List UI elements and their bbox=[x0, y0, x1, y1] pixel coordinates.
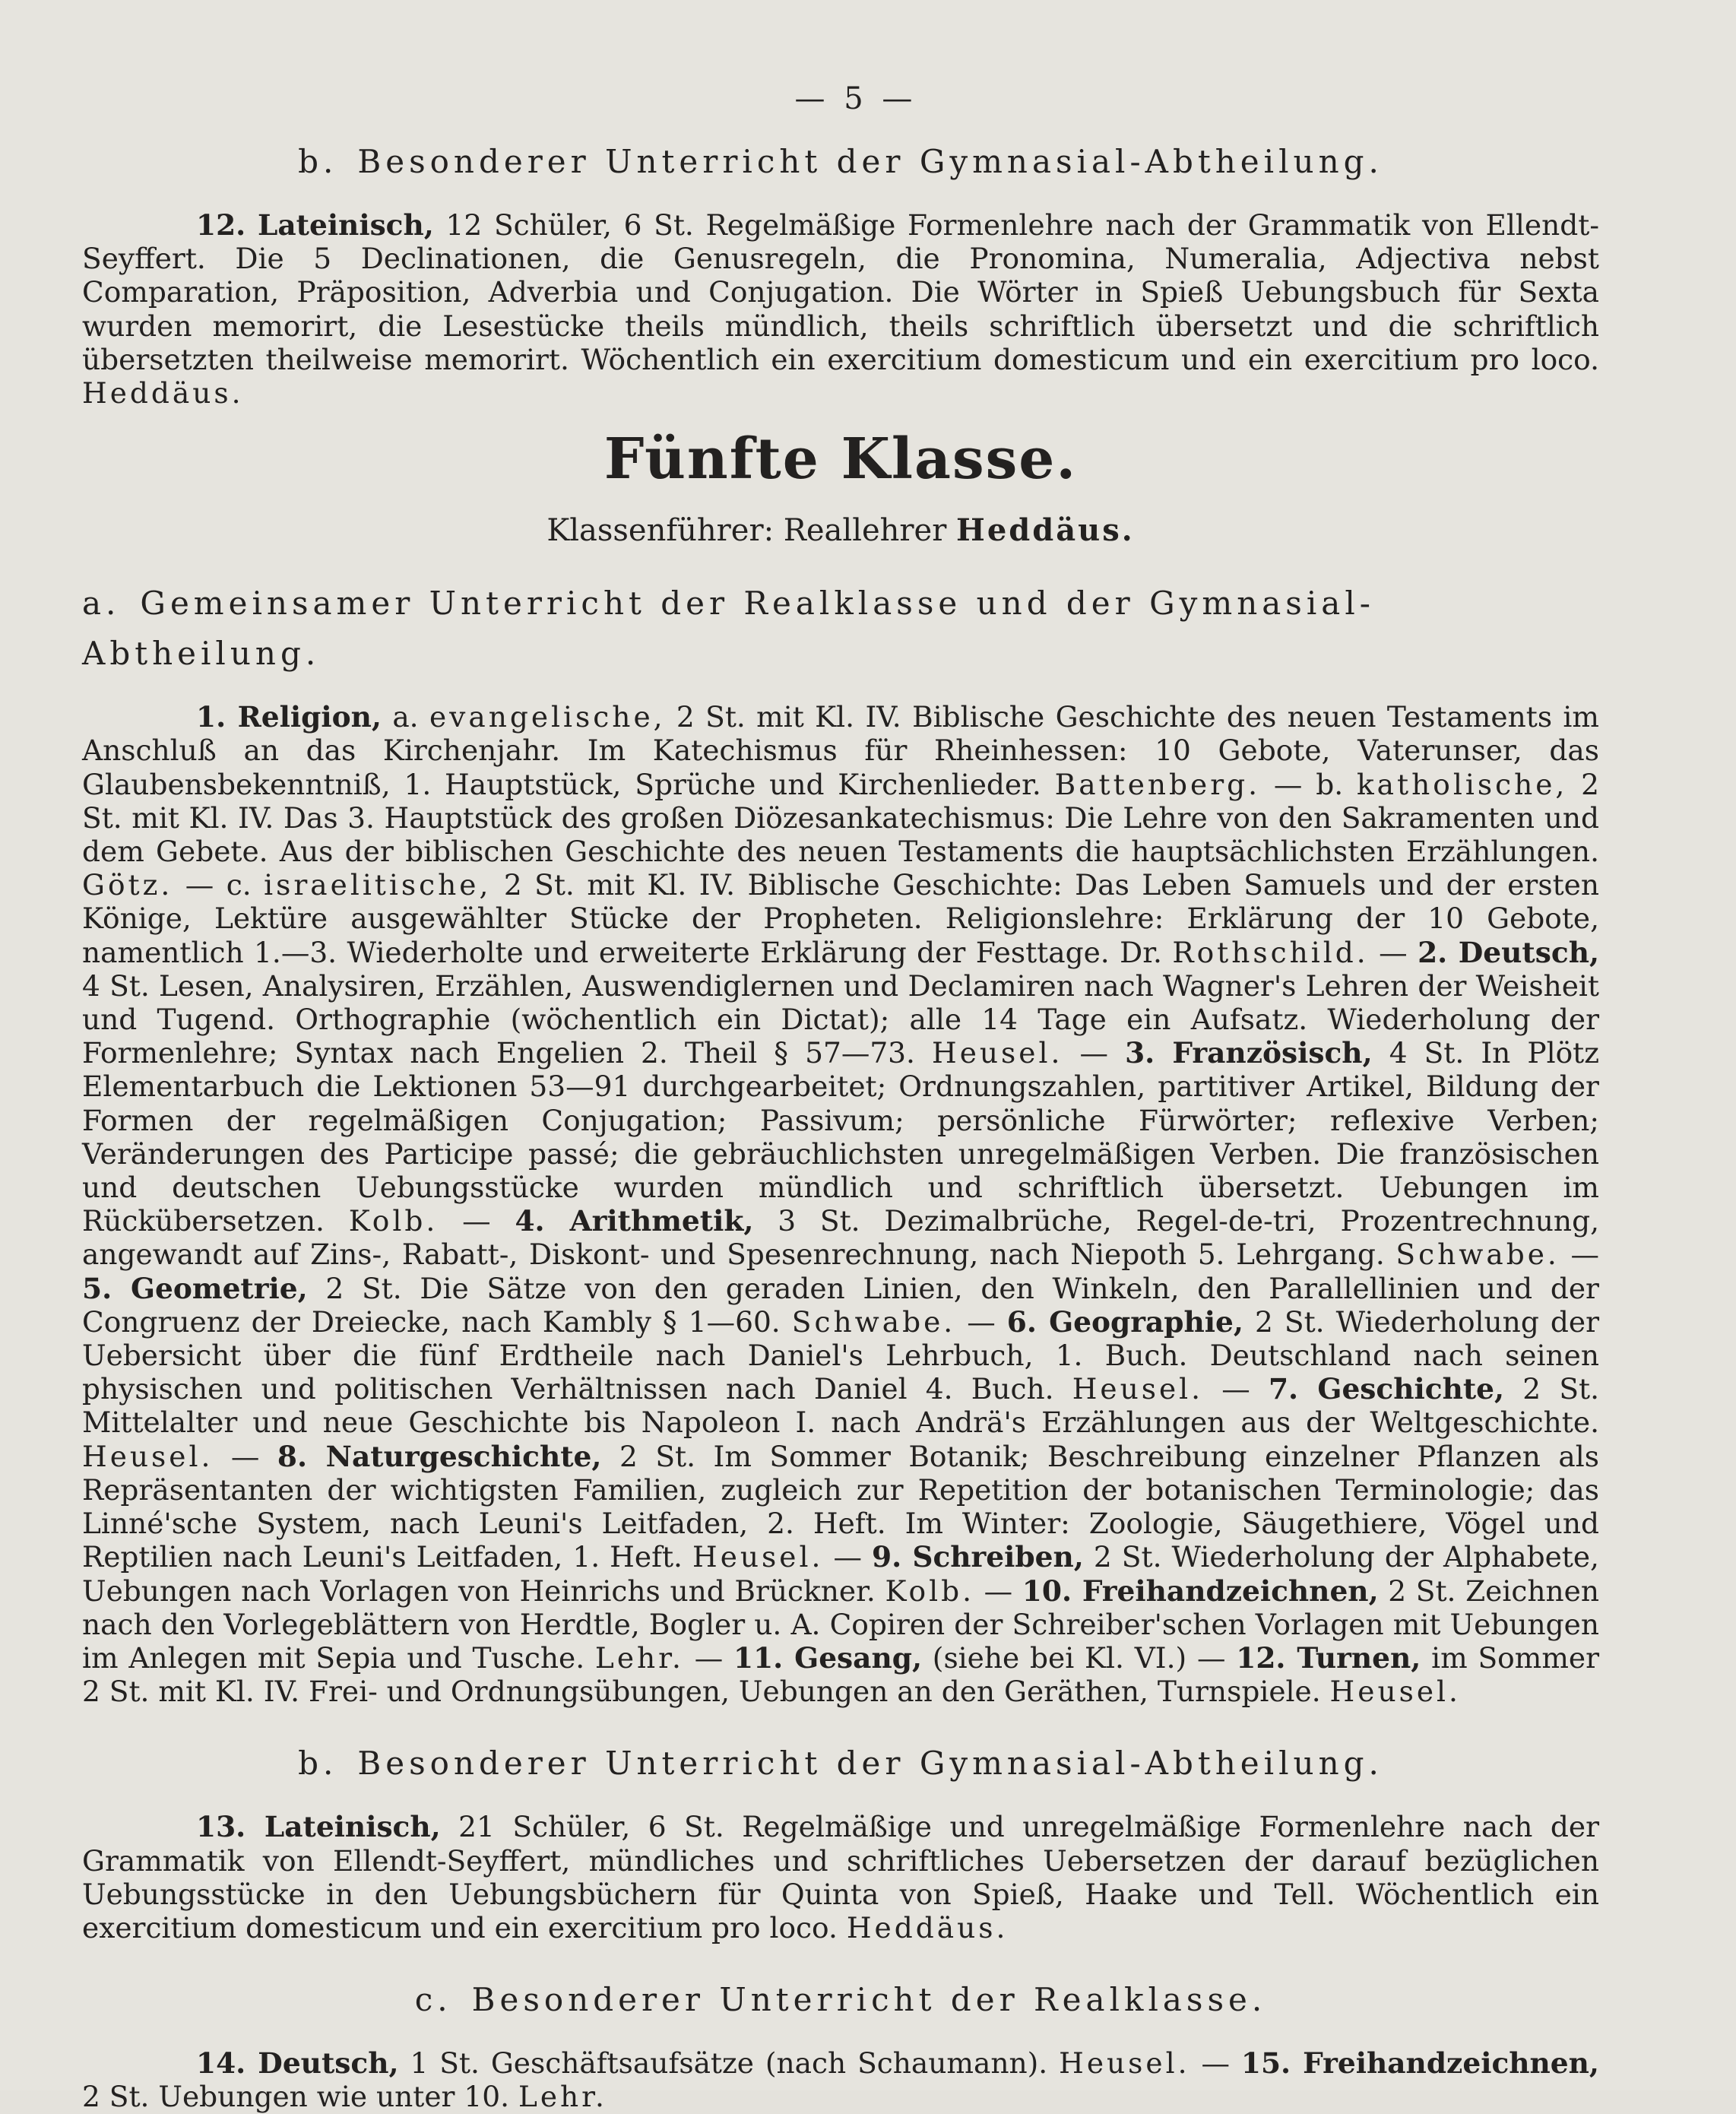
section-label: b. bbox=[298, 143, 338, 180]
section-heading-common bbox=[82, 578, 1599, 679]
section-heading-realklasse bbox=[82, 1975, 1599, 2025]
paragraph-latin-12 bbox=[82, 208, 1599, 410]
subject-name: Lateinisch, bbox=[257, 208, 434, 242]
paragraph-latin-13: 13. Lateinisch, 21 Schüler, 6 St. Regelmäßige und unregelmäßige Formenlehre nach der Grammatik von Ellendt-Seyffert, mündliches und schriftliches Uebersetzen der darauf bezüglichen Uebungsstücke in den Uebungsbüchern für Quinta von Spieß, Haake und Tell. Wöchentlich ein exercitium domesticum und ein exercitium pro loco. Heddäus. bbox=[82, 1810, 1599, 1944]
class-title: Fünfte Klasse. bbox=[603, 426, 1078, 493]
teacher-name: Heddäus. bbox=[82, 376, 244, 410]
paragraph-realklasse-subjects: 14. Deutsch, 1 St. Geschäftsaufsätze (nach Schaumann). Heusel. — 15. Freihandzeichnen, 2 St. Uebungen wie unter 10. Lehr. bbox=[82, 2046, 1599, 2114]
class-leader bbox=[82, 504, 1599, 557]
section-label: a. bbox=[82, 585, 121, 623]
section-heading-gymnasial-1 bbox=[82, 137, 1599, 187]
page-number: — 5 — bbox=[794, 81, 917, 116]
item-number: 12. bbox=[196, 208, 246, 242]
section-title: Besonderer Unterricht der Gymnasial-Abtheilung. bbox=[357, 1745, 1383, 1783]
section-title: Besonderer Unterricht der Realklasse. bbox=[471, 1981, 1267, 2019]
section-label: b. bbox=[298, 1745, 338, 1783]
paragraph-text: 12 Schüler, 6 St. Regelmäßige Formenlehre nach der Grammatik von Ellendt-Seyffert. Die 5 Declinationen, die Genusregeln, die Pronomina, Numeralia, Adjectiva nebst Comparation, Präposition, Adverbia und Conjugation. Die Wörter in Spieß Uebungsbuch für Sexta wurden memorirt, die Lesestücke theils mündlich, theils schriftlich übersetzt und die schriftlich übersetzten theilweise memorirt. Wöchentlich ein exercitium domesticum und ein exercitium pro loco. bbox=[82, 208, 1600, 376]
section-title: Gemeinsamer Unterricht der Realklasse und der Gymnasial-Abtheilung. bbox=[82, 585, 1375, 673]
section-title: Besonderer Unterricht der Gymnasial-Abtheilung. bbox=[357, 143, 1383, 180]
class-leader-name: Heddäus. bbox=[956, 512, 1135, 549]
class-leader-label: Klassenführer: Reallehrer bbox=[546, 513, 957, 549]
page-content bbox=[82, 76, 1599, 2114]
paragraph-common-subjects: 1. Religion, a. evangelische, 2 St. mit Kl. IV. Biblische Geschichte des neuen Testaments im Anschluß an das Kirchenjahr. Im Katechismus für Rheinhessen: 10 Gebote, Vaterunser, das Glaubensbekenntniß, 1. Hauptstück, Sprüche und Kirchenlieder. Battenberg. — b. katholische, 2 St. mit Kl. IV. Das 3. Hauptstück des großen Diözesankatechismus: Die Lehre von den Sakramenten und dem Gebete. Aus der biblischen Geschichte des neuen Testaments die hauptsächlichsten Erzählungen. Götz. — c. israelitische, 2 St. mit Kl. IV. Biblische Geschichte: Das Leben Samuels und der ersten Könige, Lektüre ausgewählter Stücke der Propheten. Religionslehre: Erklärung der 10 Gebote, namentlich 1.—3. Wiederholte und erweiterte Erklärung der Festtage. Dr. Rothschild. — 2. Deutsch, 4 St. Lesen, Analysiren, Erzählen, Auswendiglernen und Declamiren nach Wagner's Lehren der Weisheit und Tugend. Orthographie (wöchentlich ein Dictat); alle 14 Tage ein Aufsatz. Wiederholung der Formenlehre; Syntax nach Engelien 2. Theil § 57—73. Heusel. — 3. Französisch, 4 St. In Plötz Elementarbuch die Lektionen 53—91 durchgearbeitet; Ordnungszahlen, partitiver Artikel, Bildung der Formen der regelmäßigen Conjugation; Passivum; persönliche Fürwörter; reflexive Verben; Veränderungen des Participe passé; die gebräuchlichsten unregelmäßigen Verben. Die französischen und deutschen Uebungsstücke wurden mündlich und schriftlich übersetzt. Uebungen im Rückübersetzen. Kolb. — 4. Arithmetik, 3 St. Dezimalbrüche, Regel-de-tri, Prozentrechnung, angewandt auf Zins-, Rabatt-, Diskont- und Spesenrechnung, nach Niepoth 5. Lehrgang. Schwabe. — 5. Geometrie, 2 St. Die Sätze von den geraden Linien, den Winkeln, den Parallellinien und der Congruenz der Dreiecke, nach Kambly § 1—60. Schwabe. — 6. Geographie, 2 St. Wiederholung der Uebersicht über die fünf Erdtheile nach Daniel's Lehrbuch, 1. Buch. Deutschland nach seinen physischen und politischen Verhältnissen nach Daniel 4. Buch. Heusel. — 7. Geschichte, 2 St. Mittelalter und neue Geschichte bis Napoleon I. nach Andrä's Erzählungen aus der Weltgeschichte. Heusel. — 8. Naturgeschichte, 2 St. Im Sommer Botanik; Beschreibung einzelner Pflanzen als Repräsentanten der wichtigsten Familien, zugleich zur Repetition der botanischen Terminologie; das Linné'sche System, nach Leuni's Leitfaden, 2. Heft. Im Winter: Zoologie, Säugethiere, Vögel und Reptilien nach Leuni's Leitfaden, 1. Heft. Heusel. — 9. Schreiben, 2 St. Wiederholung der Alphabete, Uebungen nach Vorlagen von Heinrichs und Brückner. Kolb. — 10. Freihandzeichnen, 2 St. Zeichnen nach den Vorlegeblättern von Herdtle, Bogler u. A. Copiren der Schreiber'schen Vorlagen mit Uebungen im Anlegen mit Sepia und Tusche. Lehr. — 11. Gesang, (siehe bei Kl. VI.) — 12. Turnen, im Sommer 2 St. mit Kl. IV. Frei- und Ordnungsübungen, Uebungen an den Geräthen, Turnspiele. Heusel. bbox=[82, 700, 1600, 1709]
section-heading-gymnasial-2 bbox=[82, 1738, 1599, 1789]
section-label: c. bbox=[414, 1981, 452, 2019]
